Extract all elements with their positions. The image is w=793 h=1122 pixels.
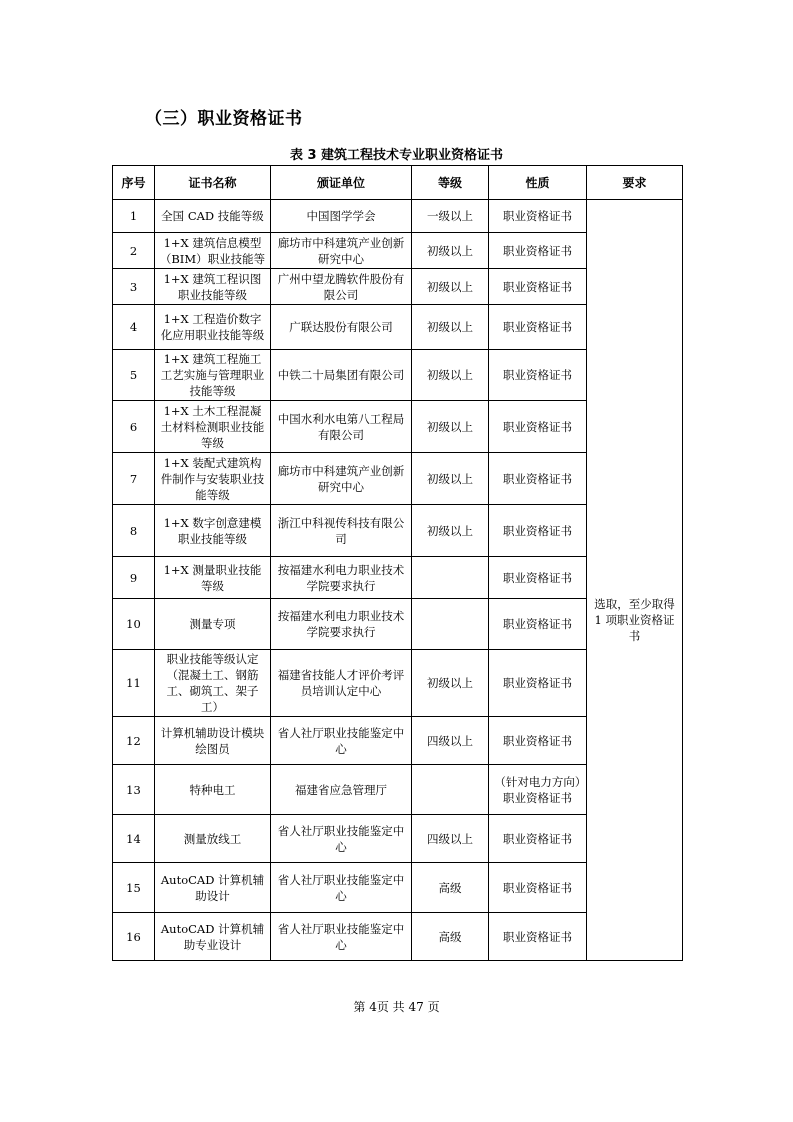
cell-level: 初级以上 xyxy=(412,453,489,505)
cell-issuer: 省人社厅职业技能鉴定中心 xyxy=(271,913,412,961)
cell-issuer: 中国图学学会 xyxy=(271,200,412,233)
cell-name: 1+X 测量职业技能等级 xyxy=(155,557,271,599)
cell-no: 5 xyxy=(113,350,155,401)
cell-level: 一级以上 xyxy=(412,200,489,233)
cell-name: 1+X 装配式建筑构件制作与安装职业技能等级 xyxy=(155,453,271,505)
cell-no: 4 xyxy=(113,305,155,350)
cell-issuer: 福建省应急管理厅 xyxy=(271,765,412,815)
cell-issuer: 中铁二十局集团有限公司 xyxy=(271,350,412,401)
cell-level xyxy=(412,599,489,650)
cell-level: 高级 xyxy=(412,913,489,961)
cell-no: 8 xyxy=(113,505,155,557)
cell-name: 全国 CAD 技能等级 xyxy=(155,200,271,233)
cell-nature: 职业资格证书 xyxy=(489,200,587,233)
cell-name: AutoCAD 计算机辅助专业设计 xyxy=(155,913,271,961)
header-name: 证书名称 xyxy=(155,166,271,200)
cell-name: 测量放线工 xyxy=(155,815,271,863)
cell-no: 13 xyxy=(113,765,155,815)
cell-nature: 职业资格证书 xyxy=(489,863,587,913)
cell-no: 6 xyxy=(113,401,155,453)
cell-level: 初级以上 xyxy=(412,233,489,269)
cell-nature: 职业资格证书 xyxy=(489,650,587,717)
cell-level: 初级以上 xyxy=(412,401,489,453)
table-header-row xyxy=(113,166,683,200)
cell-nature: 职业资格证书 xyxy=(489,305,587,350)
header-nature: 性质 xyxy=(489,166,587,200)
header-requirement: 要求 xyxy=(587,166,683,200)
cell-nature: 职业资格证书 xyxy=(489,233,587,269)
header-no: 序号 xyxy=(113,166,155,200)
cell-level xyxy=(412,765,489,815)
cell-name: 1+X 土木工程混凝土材料检测职业技能等级 xyxy=(155,401,271,453)
cell-no: 16 xyxy=(113,913,155,961)
cell-name: 1+X 数字创意建模职业技能等级 xyxy=(155,505,271,557)
cell-no: 3 xyxy=(113,269,155,305)
cell-nature: 职业资格证书 xyxy=(489,401,587,453)
cell-name: 职业技能等级认定（混凝土工、钢筋工、砌筑工、架子工） xyxy=(155,650,271,717)
header-issuer: 颁证单位 xyxy=(271,166,412,200)
cell-name: 1+X 建筑工程识图职业技能等级 xyxy=(155,269,271,305)
cell-level: 四级以上 xyxy=(412,815,489,863)
cell-issuer: 按福建水利电力职业技术学院要求执行 xyxy=(271,599,412,650)
cell-level: 初级以上 xyxy=(412,305,489,350)
cell-no: 12 xyxy=(113,717,155,765)
cell-nature: 职业资格证书 xyxy=(489,505,587,557)
cell-nature: 职业资格证书 xyxy=(489,599,587,650)
cell-level: 四级以上 xyxy=(412,717,489,765)
cell-issuer: 广联达股份有限公司 xyxy=(271,305,412,350)
cell-issuer: 省人社厅职业技能鉴定中心 xyxy=(271,863,412,913)
cell-name: 计算机辅助设计模块绘图员 xyxy=(155,717,271,765)
cell-issuer: 广州中望龙腾软件股份有限公司 xyxy=(271,269,412,305)
header-level: 等级 xyxy=(412,166,489,200)
cell-requirement: 选取，至少取得 1 项职业资格证书 xyxy=(587,200,683,961)
cell-issuer: 福建省技能人才评价考评员培训认定中心 xyxy=(271,650,412,717)
cell-no: 1 xyxy=(113,200,155,233)
cell-name: 1+X 建筑信息模型（BIM）职业技能等 xyxy=(155,233,271,269)
cell-no: 7 xyxy=(113,453,155,505)
table-row xyxy=(113,200,683,233)
cell-name: 特种电工 xyxy=(155,765,271,815)
cell-nature: （针对电力方向）职业资格证书 xyxy=(489,765,587,815)
cell-issuer: 按福建水利电力职业技术学院要求执行 xyxy=(271,557,412,599)
cell-name: 1+X 建筑工程施工工艺实施与管理职业技能等级 xyxy=(155,350,271,401)
cell-nature: 职业资格证书 xyxy=(489,913,587,961)
cell-level: 初级以上 xyxy=(412,650,489,717)
section-heading: （三）职业资格证书 xyxy=(145,109,303,129)
cell-name: 测量专项 xyxy=(155,599,271,650)
cell-nature: 职业资格证书 xyxy=(489,453,587,505)
cell-name: AutoCAD 计算机辅助设计 xyxy=(155,863,271,913)
cell-level xyxy=(412,557,489,599)
cell-issuer: 省人社厅职业技能鉴定中心 xyxy=(271,815,412,863)
cell-no: 15 xyxy=(113,863,155,913)
page-footer: 第 4页 共 47 页 xyxy=(353,1000,440,1014)
cell-no: 10 xyxy=(113,599,155,650)
cell-issuer: 中国水利水电第八工程局有限公司 xyxy=(271,401,412,453)
cell-issuer: 省人社厅职业技能鉴定中心 xyxy=(271,717,412,765)
cell-issuer: 廊坊市中科建筑产业创新研究中心 xyxy=(271,233,412,269)
cell-name: 1+X 工程造价数字化应用职业技能等级 xyxy=(155,305,271,350)
cell-level: 初级以上 xyxy=(412,269,489,305)
cell-nature: 职业资格证书 xyxy=(489,557,587,599)
cell-issuer: 浙江中科视传科技有限公司 xyxy=(271,505,412,557)
table-caption: 表 3 建筑工程技术专业职业资格证书 xyxy=(289,148,504,163)
certificate-table xyxy=(112,165,683,961)
cell-issuer: 廊坊市中科建筑产业创新研究中心 xyxy=(271,453,412,505)
cell-no: 9 xyxy=(113,557,155,599)
cell-nature: 职业资格证书 xyxy=(489,269,587,305)
cell-nature: 职业资格证书 xyxy=(489,815,587,863)
cell-nature: 职业资格证书 xyxy=(489,717,587,765)
cell-level: 初级以上 xyxy=(412,505,489,557)
cell-no: 14 xyxy=(113,815,155,863)
cell-nature: 职业资格证书 xyxy=(489,350,587,401)
cell-no: 2 xyxy=(113,233,155,269)
cell-level: 初级以上 xyxy=(412,350,489,401)
cell-level: 高级 xyxy=(412,863,489,913)
cell-no: 11 xyxy=(113,650,155,717)
